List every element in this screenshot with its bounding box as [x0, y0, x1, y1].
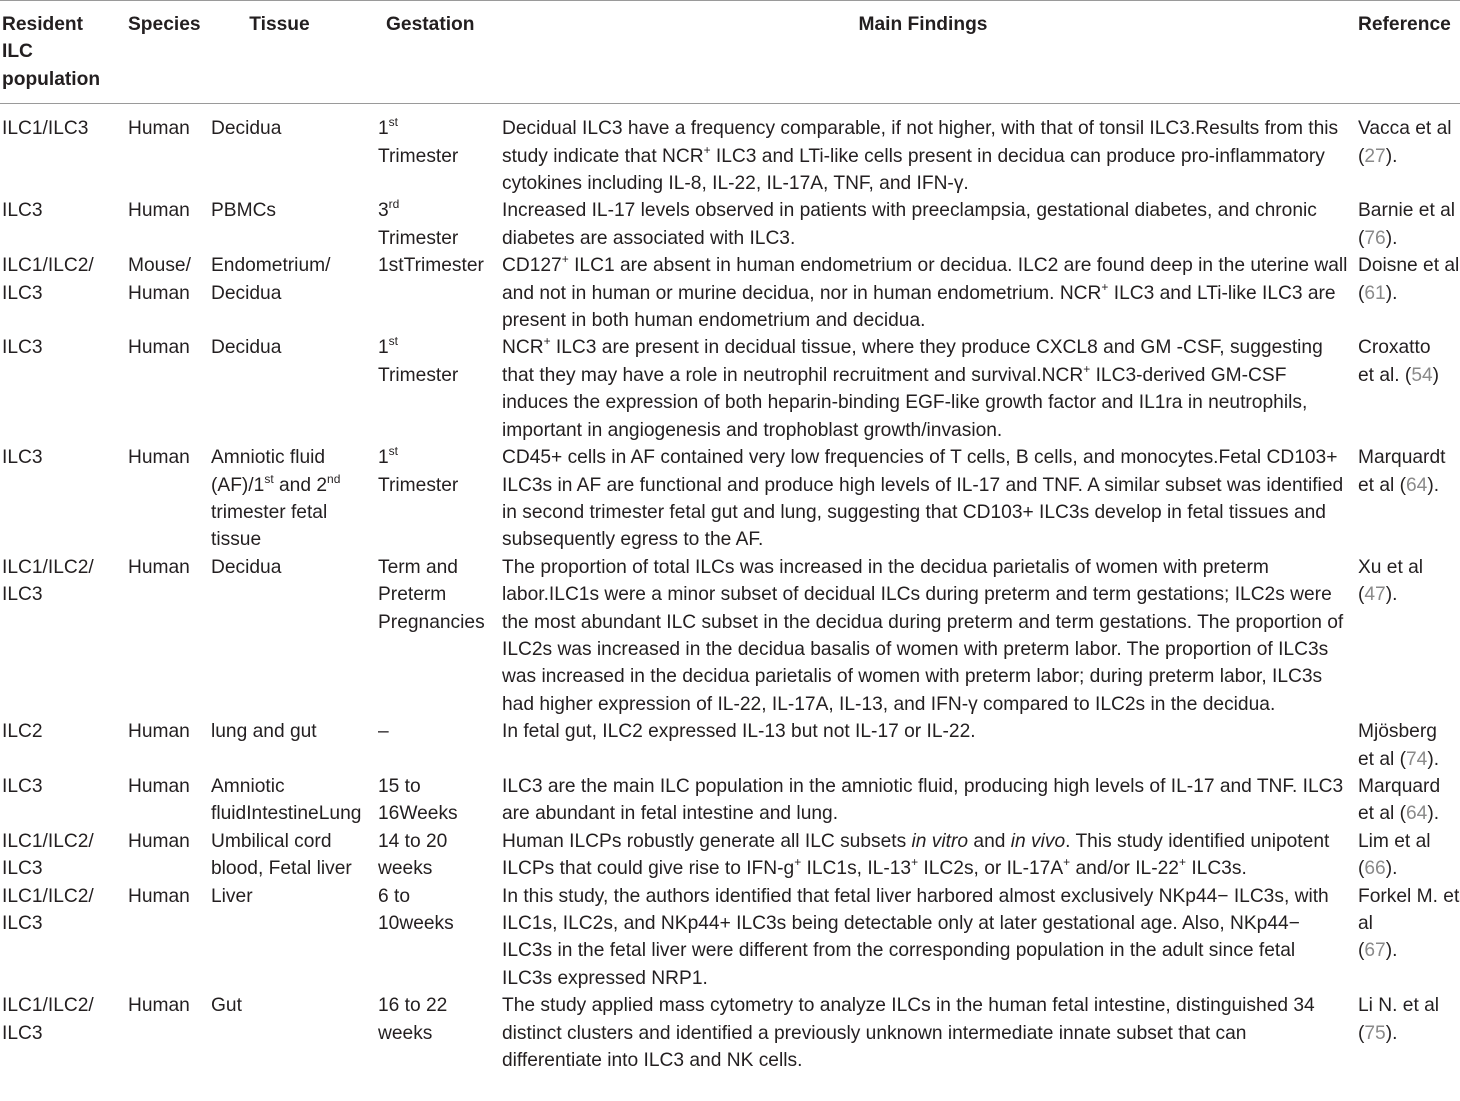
- cell-species: Human: [128, 885, 190, 907]
- cell-population: ILC3: [2, 200, 43, 222]
- cell-tissue: Decidua: [211, 556, 282, 578]
- cell-species: Human: [128, 200, 190, 222]
- population-text: ILC1/ILC2/ ILC3: [2, 885, 94, 934]
- cell-findings: [494, 444, 1352, 554]
- cell-population: ILC2: [2, 721, 43, 743]
- findings-text: CD127+ ILC1 are absent in human endometrium or decidua. ILC2 are found deep in the uterine wall and not in human or murine decidua, nor in human endometrium. NCR+ ILC3 and LTi-like ILC3 are present in both human endometrium and decidua.: [502, 252, 1348, 332]
- table-row: [0, 718, 1460, 773]
- cell-species: Human: [128, 775, 190, 797]
- table-row: [0, 773, 1460, 828]
- cell-population: ILC3: [2, 337, 43, 359]
- reference-text: Forkel M. et al (67).: [1358, 885, 1460, 962]
- population-text: ILC1/ILC2/ ILC3: [2, 830, 94, 880]
- cell-tissue: PBMCs: [211, 200, 277, 222]
- cell-gestation: 16 to 22 weeks: [378, 995, 448, 1044]
- reference-text: Xu et al (47).: [1358, 556, 1424, 606]
- cell-reference: [1352, 334, 1460, 444]
- cell-gestation: [370, 883, 494, 993]
- cell-findings: [494, 334, 1352, 444]
- header-findings: Main Findings: [858, 14, 988, 35]
- cell-gestation: Term and Preterm Pregnancies: [378, 556, 485, 633]
- cell-species: Human: [128, 995, 190, 1017]
- cell-species: Human: [128, 830, 190, 852]
- cell-reference: [1352, 718, 1460, 773]
- table-row: [0, 104, 1460, 198]
- cell-findings: ILC3 are the main ILC population in the amniotic fluid, producing high levels of IL-17 and TNF. ILC3 are abundant in fetal intestine and lung.: [502, 775, 1344, 825]
- gestation-text: 6 to 10weeks: [378, 885, 454, 934]
- cell-findings: [494, 104, 1352, 198]
- findings-text: NCR+ ILC3 are present in decidual tissue, where they produce CXCL8 and GM -CSF, suggesting that they may have a role in neutrophil recruitment and survival.NCR+ ILC3-derived GM-CSF induces the expression of both heparin-binding EGF-like growth factor and IL1ra in neutrophils, important in angiogenesis and trophoblast growth/invasion.: [502, 334, 1323, 441]
- reference-text: Barnie et al (76).: [1358, 200, 1456, 249]
- reference-text: Mjösberg et al (74).: [1358, 721, 1440, 770]
- cell-gestation: [370, 252, 494, 334]
- findings-text: Human ILCPs robustly generate all ILC subsets in vitro and in vivo. This study identified unipotent ILCPs that could give rise to IFN-g+ ILC1s, IL-13+ ILC2s, or IL-17A+ and/or IL-22+ ILC3s.: [502, 830, 1330, 880]
- cell-species: Human: [128, 337, 190, 359]
- reference-text: Li N. et al (75).: [1358, 995, 1440, 1044]
- cell-reference: [1352, 444, 1460, 554]
- reference-text: Marquard et al (64).: [1358, 775, 1441, 825]
- reference-text: Croxatto et al. (54): [1358, 337, 1440, 386]
- cell-reference: [1352, 828, 1460, 883]
- findings-text: Increased IL-17 levels observed in patients with preeclampsia, gestational diabetes, and chronic diabetes are associated with ILC3.: [502, 200, 1317, 249]
- reference-text: Lim et al (66).: [1358, 830, 1431, 880]
- cell-population: [0, 252, 110, 334]
- header-population: Resident ILC population: [2, 14, 101, 90]
- cell-population: [0, 828, 110, 883]
- cell-tissue: Decidua: [211, 118, 282, 140]
- gestation-text: 1st Trimester: [378, 115, 459, 167]
- cell-findings: In this study, the authors identified that fetal liver harbored almost exclusively NKp44− ILC3s, with ILC1s, ILC2s, and NKp44+ ILC3s being detectable only at later gestational age. Also, NKp44− ILC3s in the fetal liver were different from the corresponding population in the adult since fetal ILC3s expressed NRP1.: [502, 885, 1329, 989]
- cell-gestation: [370, 197, 494, 252]
- cell-tissue: [203, 444, 370, 554]
- header-gestation: Gestation: [386, 14, 475, 35]
- cell-gestation: –: [378, 721, 389, 743]
- cell-gestation: 14 to 20 weeks: [378, 830, 448, 880]
- table-header: [0, 1, 1460, 104]
- table-body: [0, 104, 1460, 1075]
- cell-reference: [1352, 773, 1460, 828]
- cell-tissue: [203, 773, 370, 828]
- species-text: Mouse/ Human: [128, 255, 191, 304]
- header-tissue: Tissue: [249, 14, 310, 35]
- cell-gestation: [370, 334, 494, 444]
- cell-tissue: Gut: [211, 995, 242, 1017]
- table-row: [0, 992, 1460, 1074]
- header-row: [0, 1, 1460, 104]
- header-reference: Reference: [1358, 14, 1451, 35]
- tissue-text: Endometrium/ Decidua: [211, 255, 331, 304]
- tissue-text: Amniotic fluidIntestineLung: [211, 775, 362, 825]
- gestation-text: 15 to 16Weeks: [378, 775, 458, 825]
- gestation-text: 1st Trimester: [378, 334, 459, 386]
- cell-findings: In fetal gut, ILC2 expressed IL-13 but not IL-17 or IL-22.: [502, 721, 976, 743]
- findings-text: The proportion of total ILCs was increased in the decidua parietalis of women with preterm labor.ILC1s were a minor subset of decidual ILCs during preterm and term gestations; ILC2s were the most abundant ILC subset in the decidua during preterm and term gestations. The proportion of ILC2s was increased in the decidua basalis of women with preterm labor. The proportion of ILC3s was increased in the decidua parietalis of women with preterm labor; during preterm labor, ILC3s had higher expression of IL-22, IL-17A, IL-13, and IFN-γ compared to ILC2s in the decidua.: [502, 556, 1344, 715]
- cell-reference: [1352, 992, 1460, 1074]
- population-text: ILC1/ILC2/ ILC3: [2, 995, 94, 1044]
- cell-population: [0, 992, 110, 1074]
- cell-gestation: [370, 104, 494, 198]
- tissue-text: Amniotic fluid (AF)/1st and 2nd trimester fetal tissue: [211, 447, 341, 551]
- findings-text: Decidual ILC3 have a frequency comparable, if not higher, with that of tonsil ILC3.Results from this study indicate that NCR+ ILC3 and LTi-like cells present in decidua can produce pro-inflammatory cytokines including IL-8, IL-22, IL-17A, TNF, and IFN-γ.: [502, 118, 1339, 195]
- cell-findings: [494, 197, 1352, 252]
- table-row: [0, 334, 1460, 444]
- cell-species: Human: [128, 721, 190, 743]
- table-row: [0, 554, 1460, 718]
- cell-tissue: Decidua: [211, 337, 282, 359]
- reference-text: Marquardt et al (64).: [1358, 447, 1446, 496]
- cell-reference: [1352, 252, 1460, 334]
- population-text: ILC1/ILC2/ ILC3: [2, 255, 94, 304]
- cell-findings: The study applied mass cytometry to analyze ILCs in the human fetal intestine, distinguished 34 distinct clusters and identified a previously unknown intermediate innate subset that can differentiate into ILC3 and NK cells.: [502, 995, 1315, 1072]
- table-row: [0, 444, 1460, 554]
- cell-population: ILC3: [2, 447, 43, 469]
- cell-species: Human: [128, 447, 190, 469]
- cell-findings: [494, 828, 1352, 883]
- table-row: [0, 883, 1460, 993]
- cell-population: [0, 883, 110, 993]
- cell-reference: [1352, 554, 1460, 718]
- findings-text: CD45+ cells in AF contained very low frequencies of T cells, B cells, and monocytes.Fetal CD103+ ILC3s in AF are functional and produce high levels of IL-17 and TNF. A similar subset was identified in second trimester fetal gut and lung, suggesting that CD103+ ILC3s develop in fetal tissues and subsequently egress to the AF.: [502, 447, 1344, 551]
- cell-findings: [494, 554, 1352, 718]
- population-text: ILC1/ILC2/ ILC3: [2, 556, 94, 606]
- reference-text: Doisne et al (61).: [1358, 255, 1460, 304]
- cell-population: [0, 554, 110, 718]
- cell-tissue: lung and gut: [211, 721, 317, 743]
- cell-tissue: [203, 252, 370, 334]
- header-species: Species: [128, 14, 201, 35]
- cell-reference: [1352, 197, 1460, 252]
- cell-gestation: [370, 444, 494, 554]
- table-row: [0, 252, 1460, 334]
- cell-population: ILC1/ILC3: [2, 118, 89, 140]
- cell-species: Human: [128, 556, 190, 578]
- gestation-text: 1st Trimester: [378, 444, 459, 496]
- cell-gestation: [370, 773, 494, 828]
- cell-reference: [1352, 883, 1460, 993]
- cell-reference: [1352, 104, 1460, 198]
- cell-tissue: Liver: [211, 885, 253, 907]
- cell-species: Human: [128, 118, 190, 140]
- cell-tissue: Umbilical cord blood, Fetal liver: [211, 830, 352, 880]
- gestation-text: 1stTrimester: [378, 255, 484, 277]
- gestation-text: 3rd Trimester: [378, 197, 459, 249]
- table-row: [0, 197, 1460, 252]
- cell-species: [110, 252, 203, 334]
- cell-findings: [494, 252, 1352, 334]
- reference-text: Vacca et al (27).: [1358, 118, 1452, 167]
- cell-population: ILC3: [2, 775, 43, 797]
- table-row: [0, 828, 1460, 883]
